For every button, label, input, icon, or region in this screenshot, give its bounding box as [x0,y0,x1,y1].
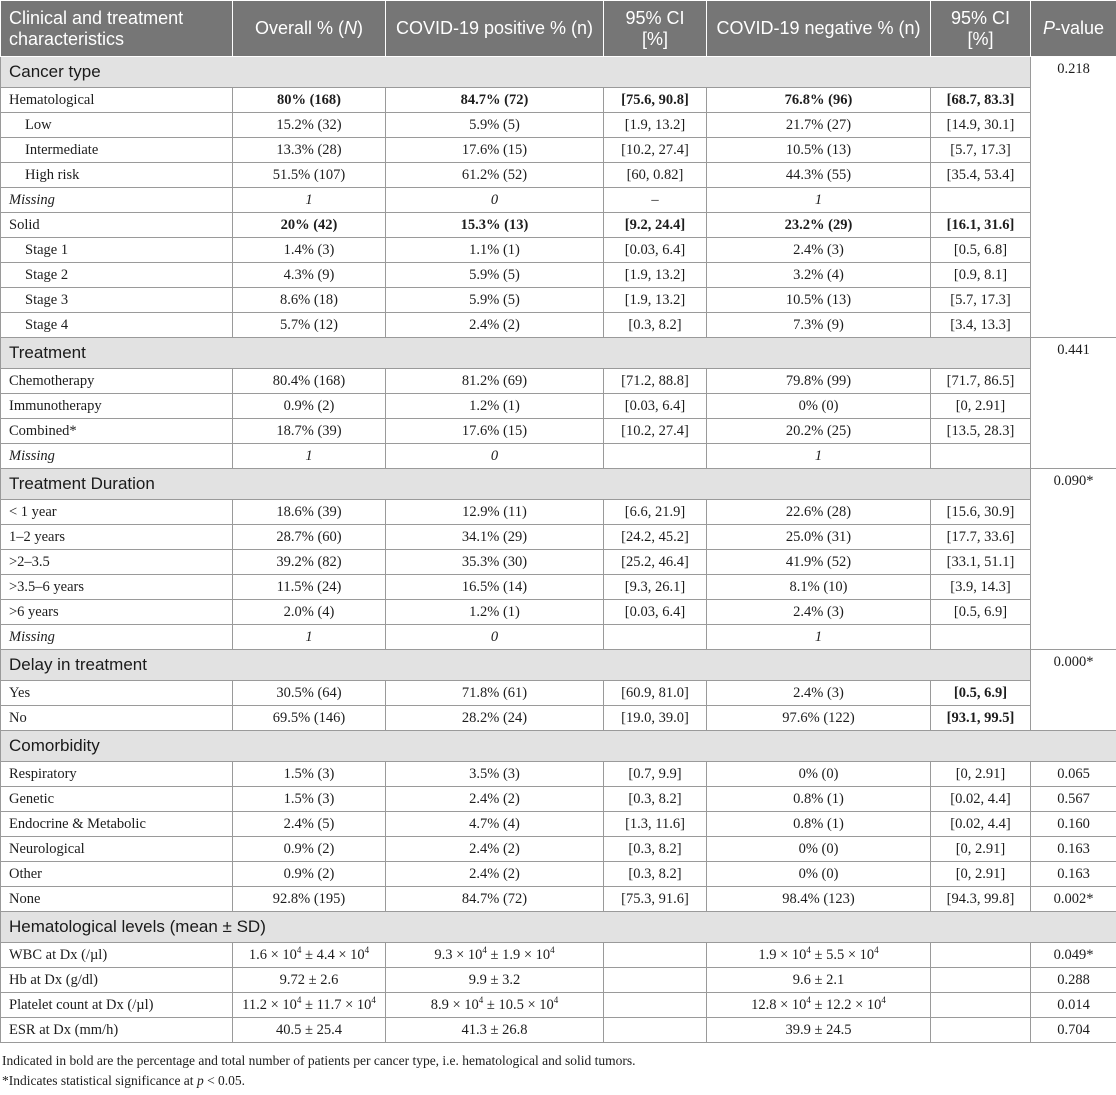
exponent: 4 [364,944,370,955]
table-cell: 41.3 ± 26.8 [386,1018,604,1043]
table-cell: 3.5% (3) [386,762,604,787]
table-cell: 1.5% (3) [233,787,386,812]
table-row [1,706,1116,731]
table-cell: [1.9, 13.2] [604,113,707,138]
exponent: 4 [296,994,302,1005]
row-pvalue: 0.163 [1031,837,1116,862]
table-cell: 30.5% (64) [233,681,386,706]
row-label: Stage 3 [1,288,233,313]
row-label: >6 years [1,600,233,625]
table-row [1,550,1116,575]
table-cell: [5.7, 17.3] [931,138,1031,163]
table-cell: 44.3% (55) [707,163,931,188]
table-cell: [0.5, 6.8] [931,238,1031,263]
table-cell: [9.3, 26.1] [604,575,707,600]
table-cell: 69.5% (146) [233,706,386,731]
header-covid-positive: COVID-19 positive % (n) [386,1,604,57]
section-row-hema [1,912,1116,943]
table-cell: 1 [707,188,931,213]
table-cell: 41.9% (52) [707,550,931,575]
mantissa: 1.9 [502,946,521,963]
table-cell: [3.4, 13.3] [931,313,1031,338]
table-cell [931,444,1031,469]
table-cell: 11.5% (24) [233,575,386,600]
table-cell: 0 [386,444,604,469]
table-row [1,313,1116,338]
table-cell: 3.2% (4) [707,263,931,288]
table-cell: [0.5, 6.9] [931,600,1031,625]
table-cell: 1 [707,444,931,469]
table-cell: 8.6% (18) [233,288,386,313]
table-cell: [0.02, 4.4] [931,812,1031,837]
section-pvalue: 0.090* [1031,469,1116,650]
row-label: Immunotherapy [1,394,233,419]
row-label: Genetic [1,787,233,812]
mantissa: 9.3 [434,946,453,963]
table-cell: 4.7% (4) [386,812,604,837]
exponent: 4 [478,994,484,1005]
table-cell: $1.6 \times 10^4 \pm 4.4 \times 10^4$ [233,943,386,968]
table-cell: 2.4% (5) [233,812,386,837]
table-cell: [0.3, 8.2] [604,862,707,887]
exponent: 4 [296,944,302,955]
table-cell: 0.8% (1) [707,787,931,812]
table-cell: 98.4% (123) [707,887,931,912]
table-cell: 10.5% (13) [707,288,931,313]
table-body [1,57,1116,1043]
header-pvalue: P-value [1031,1,1116,57]
table-row [1,575,1116,600]
table-row [1,419,1116,444]
table-cell: [19.0, 39.0] [604,706,707,731]
table-cell: [0.5, 6.9] [931,681,1031,706]
header-row [1,1,1116,57]
section-title: Delay in treatment [1,650,1031,681]
table-cell: [0.03, 6.4] [604,394,707,419]
table-cell: 16.5% (14) [386,575,604,600]
row-label: Stage 4 [1,313,233,338]
table-row [1,113,1116,138]
section-title: Treatment Duration [1,469,1031,500]
table-row [1,138,1116,163]
table-cell [604,625,707,650]
table-row [1,812,1116,837]
table-cell: [93.1, 99.5] [931,706,1031,731]
table-cell: [71.2, 88.8] [604,369,707,394]
row-pvalue: 0.567 [1031,787,1116,812]
table-cell: 1.5% (3) [233,762,386,787]
exponent: 4 [550,944,555,955]
table-cell: 12.9% (11) [386,500,604,525]
table-cell: [24.2, 45.2] [604,525,707,550]
table-row [1,837,1116,862]
mantissa: 12.8 [751,996,777,1013]
table-row [1,943,1116,968]
table-cell: 25.0% (31) [707,525,931,550]
table-cell: 1 [707,625,931,650]
table-cell [604,1018,707,1043]
section-pvalue: 0.441 [1031,338,1116,469]
table-cell: 0.9% (2) [233,394,386,419]
table-cell: 2.4% (3) [707,600,931,625]
row-pvalue: 0.704 [1031,1018,1116,1043]
table-cell: [0.9, 8.1] [931,263,1031,288]
mantissa: 1.6 [248,946,267,963]
table-cell: 21.7% (27) [707,113,931,138]
table-cell: 1 [233,444,386,469]
table-cell: 39.2% (82) [233,550,386,575]
table-cell: 40.5 ± 25.4 [233,1018,386,1043]
table-cell: 79.8% (99) [707,369,931,394]
table-row [1,394,1116,419]
table-cell: 22.6% (28) [707,500,931,525]
table-cell: 5.9% (5) [386,113,604,138]
table-cell: [0, 2.91] [931,394,1031,419]
table-cell: [0, 2.91] [931,762,1031,787]
row-label: Yes [1,681,233,706]
table-row [1,238,1116,263]
table-cell: 81.2% (69) [386,369,604,394]
row-label: 1–2 years [1,525,233,550]
table-cell: [17.7, 33.6] [931,525,1031,550]
table-cell: 2.4% (2) [386,787,604,812]
table-row [1,525,1116,550]
table-cell [931,943,1031,968]
table-cell: 0 [386,188,604,213]
section-title: Hematological levels (mean ± SD) [1,912,1116,943]
row-label: Low [1,113,233,138]
table-cell: [68.7, 83.3] [931,88,1031,113]
table-cell: 1 [233,625,386,650]
table-cell: 5.9% (5) [386,288,604,313]
exponent: 4 [806,994,811,1005]
table-cell: 10.5% (13) [707,138,931,163]
table-row [1,787,1116,812]
row-pvalue: 0.160 [1031,812,1116,837]
row-pvalue: 0.288 [1031,968,1116,993]
row-label: Hematological [1,88,233,113]
table-cell: 1.4% (3) [233,238,386,263]
table-cell [931,1018,1031,1043]
footnote-significance [2,1071,1116,1091]
footnote-sig-prefix: *Indicates statistical significance at [2,1073,197,1088]
table-cell: 17.6% (15) [386,138,604,163]
footnote-sig-var: p [196,1073,204,1088]
table-cell: 92.8% (195) [233,887,386,912]
table-cell: [1.9, 13.2] [604,263,707,288]
section-row-duration [1,469,1116,500]
table-cell: 80.4% (168) [233,369,386,394]
table-cell: 0.8% (1) [707,812,931,837]
table-row [1,993,1116,1018]
table-cell: 5.7% (12) [233,313,386,338]
footnote-sig-suffix: < 0.05. [203,1073,246,1088]
table-cell [604,993,707,1018]
table-cell: 2.0% (4) [233,600,386,625]
table-cell: 39.9 ± 24.5 [707,1018,931,1043]
table-cell: $11.2 \times 10^4 \pm 11.7 \times 10^4$ [233,993,386,1018]
table-cell: 28.7% (60) [233,525,386,550]
mantissa: 5.5 [826,946,845,963]
table-cell: 9.9 ± 3.2 [386,968,604,993]
mantissa: 8.9 [430,996,449,1013]
table-cell: 8.1% (10) [707,575,931,600]
table-row [1,625,1116,650]
row-label: Combined* [1,419,233,444]
table-row [1,444,1116,469]
table-cell: 9.6 ± 2.1 [707,968,931,993]
table-cell: [6.6, 21.9] [604,500,707,525]
table-cell: 20% (42) [233,213,386,238]
table-cell: 35.3% (30) [386,550,604,575]
table-row [1,968,1116,993]
table-cell: 13.3% (28) [233,138,386,163]
table-cell: [0.3, 8.2] [604,837,707,862]
table-cell: $8.9 \times 10^4 \pm 10.5 \times 10^4$ [386,993,604,1018]
header-ci-positive: 95% CI [%] [604,1,707,57]
table-cell: 2.4% (2) [386,313,604,338]
table-cell: 71.8% (61) [386,681,604,706]
table-cell: [75.3, 91.6] [604,887,707,912]
table-cell: 34.1% (29) [386,525,604,550]
table-cell: [1.3, 11.6] [604,812,707,837]
row-label: Intermediate [1,138,233,163]
section-row-comorbidity [1,731,1116,762]
table-row [1,762,1116,787]
row-label: Missing [1,188,233,213]
table-cell: [60, 0.82] [604,163,707,188]
row-label: >2–3.5 [1,550,233,575]
table-cell: [0, 2.91] [931,862,1031,887]
mantissa: 11.2 [242,996,267,1013]
table-cell: 51.5% (107) [233,163,386,188]
row-pvalue: 0.049* [1031,943,1116,968]
table-cell: 9.72 ± 2.6 [233,968,386,993]
row-label: High risk [1,163,233,188]
header-overall: Overall % (N) [233,1,386,57]
table-cell: [0.7, 9.9] [604,762,707,787]
table-cell: [9.2, 24.4] [604,213,707,238]
section-row-delay [1,650,1116,681]
table-cell: 1.2% (1) [386,394,604,419]
table-cell: [71.7, 86.5] [931,369,1031,394]
exponent: 4 [482,944,487,955]
table-row [1,1018,1116,1043]
table-cell [604,943,707,968]
exponent: 4 [881,994,886,1005]
table-cell: 0.9% (2) [233,837,386,862]
section-title: Cancer type [1,57,1031,88]
table-cell [931,993,1031,1018]
table-cell: $1.9 \times 10^4 \pm 5.5 \times 10^4$ [707,943,931,968]
table-cell: 18.6% (39) [233,500,386,525]
row-pvalue: 0.014 [1031,993,1116,1018]
row-label: Solid [1,213,233,238]
table-row [1,862,1116,887]
header-covid-negative: COVID-19 negative % (n) [707,1,931,57]
row-label: Hb at Dx (g/dl) [1,968,233,993]
table-cell: [25.2, 46.4] [604,550,707,575]
table-cell: 15.3% (13) [386,213,604,238]
footnote-bold: Indicated in bold are the percentage and total number of patients per cancer type, i.e. hematological and solid tumors. [2,1053,636,1068]
table-cell: 0 [386,625,604,650]
table-cell: [10.2, 27.4] [604,138,707,163]
table-cell: 84.7% (72) [386,887,604,912]
table-cell: [0.3, 8.2] [604,313,707,338]
table-cell: [0, 2.91] [931,837,1031,862]
table-cell: 2.4% (2) [386,862,604,887]
table-cell: [0.03, 6.4] [604,600,707,625]
table-cell: [60.9, 81.0] [604,681,707,706]
exponent: 4 [553,994,559,1005]
section-row-cancer [1,57,1116,88]
table-cell: 2.4% (2) [386,837,604,862]
table-row [1,600,1116,625]
table-row [1,369,1116,394]
table-cell: $9.3 \times 10^4 \pm 1.9 \times 10^4$ [386,943,604,968]
table-cell [931,188,1031,213]
table-cell [931,625,1031,650]
table-row [1,88,1116,113]
section-pvalue: 0.000* [1031,650,1116,731]
table-cell: 80% (168) [233,88,386,113]
table-cell: [33.1, 51.1] [931,550,1031,575]
row-label: No [1,706,233,731]
table-cell: 0% (0) [707,394,931,419]
row-pvalue: 0.163 [1031,862,1116,887]
table-cell: $12.8 \times 10^4 \pm 12.2 \times 10^4$ [707,993,931,1018]
table-cell: 84.7% (72) [386,88,604,113]
table-cell: [94.3, 99.8] [931,887,1031,912]
table-cell: [0.02, 4.4] [931,787,1031,812]
row-label: < 1 year [1,500,233,525]
section-title: Comorbidity [1,731,1116,762]
row-label: Respiratory [1,762,233,787]
table-cell: [5.7, 17.3] [931,288,1031,313]
mantissa: 11.7 [316,996,342,1013]
row-label: Other [1,862,233,887]
table-cell: 97.6% (122) [707,706,931,731]
table-cell: 15.2% (32) [233,113,386,138]
table-cell: [75.6, 90.8] [604,88,707,113]
table-row [1,500,1116,525]
table-cell: [35.4, 53.4] [931,163,1031,188]
table-cell [604,444,707,469]
exponent: 4 [806,944,811,955]
row-label: Missing [1,625,233,650]
table-cell: [16.1, 31.6] [931,213,1031,238]
section-row-treatment [1,338,1116,369]
table-cell: 23.2% (29) [707,213,931,238]
table-cell: 28.2% (24) [386,706,604,731]
table-cell: 0% (0) [707,862,931,887]
table-cell: [14.9, 30.1] [931,113,1031,138]
table-cell: 7.3% (9) [707,313,931,338]
table-cell: 0.9% (2) [233,862,386,887]
row-label: Missing [1,444,233,469]
mantissa: 1.9 [758,946,777,963]
row-label: Chemotherapy [1,369,233,394]
table-cell [931,968,1031,993]
table-cell: 17.6% (15) [386,419,604,444]
table-cell: 61.2% (52) [386,163,604,188]
table-cell: 1.2% (1) [386,600,604,625]
section-pvalue: 0.218 [1031,57,1116,338]
table-cell: 20.2% (25) [707,419,931,444]
table-cell: 76.8% (96) [707,88,931,113]
footnotes [2,1051,1116,1091]
table-row [1,887,1116,912]
mantissa: 12.2 [826,996,852,1013]
row-label: Neurological [1,837,233,862]
table-cell: 0% (0) [707,837,931,862]
row-label: WBC at Dx (/µl) [1,943,233,968]
table-row [1,681,1116,706]
section-title: Treatment [1,338,1031,369]
table-cell: 5.9% (5) [386,263,604,288]
table-cell: 1 [233,188,386,213]
table-cell: [0.3, 8.2] [604,787,707,812]
table-cell: 1.1% (1) [386,238,604,263]
table-row [1,188,1116,213]
table-cell: [0.03, 6.4] [604,238,707,263]
header-ci-negative: 95% CI [%] [931,1,1031,57]
table-cell: [15.6, 30.9] [931,500,1031,525]
table-cell: [10.2, 27.4] [604,419,707,444]
table-cell [604,968,707,993]
table-row [1,213,1116,238]
table-row [1,163,1116,188]
row-pvalue: 0.002* [1031,887,1116,912]
exponent: 4 [371,994,376,1005]
row-label: >3.5–6 years [1,575,233,600]
row-label: Stage 1 [1,238,233,263]
table-cell: – [604,188,707,213]
table-cell: 2.4% (3) [707,681,931,706]
table-cell: [13.5, 28.3] [931,419,1031,444]
table-row [1,263,1116,288]
row-label: Platelet count at Dx (/µl) [1,993,233,1018]
row-label: Stage 2 [1,263,233,288]
table-row [1,288,1116,313]
exponent: 4 [874,944,879,955]
table-cell: [1.9, 13.2] [604,288,707,313]
row-label: Endocrine & Metabolic [1,812,233,837]
table-cell: 4.3% (9) [233,263,386,288]
row-label: ESR at Dx (mm/h) [1,1018,233,1043]
mantissa: 10.5 [498,996,524,1013]
header-characteristics: Clinical and treatment characteristics [1,1,233,57]
mantissa: 4.4 [316,946,335,963]
row-pvalue: 0.065 [1031,762,1116,787]
table-cell: 18.7% (39) [233,419,386,444]
table-cell: 2.4% (3) [707,238,931,263]
row-label: None [1,887,233,912]
table-cell: 0% (0) [707,762,931,787]
table-cell: [3.9, 14.3] [931,575,1031,600]
